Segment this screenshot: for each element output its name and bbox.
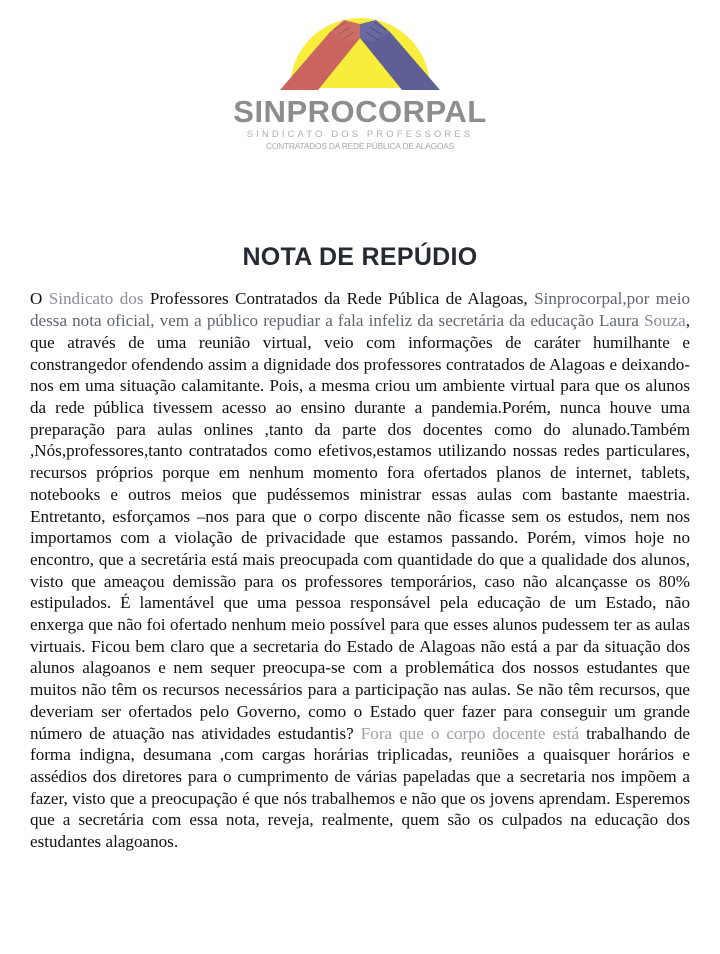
body-text-run: Sinprocorpal,por meio dessa nota oficial, vem a público repudiar a fala infeliz da secretária da educação Laura bbox=[30, 289, 690, 331]
page-title: NOTA DE REPÚDIO bbox=[242, 243, 478, 272]
body-text-run: da bbox=[324, 289, 347, 309]
letterhead bbox=[0, 0, 720, 151]
body-text-run: Rede bbox=[346, 289, 389, 309]
body-text-run: trabalhando de forma indigna, desumana ,com cargas horárias triplicadas, reuniões a quaisquer horários e assédios dos diretores para o cumprimento de várias papeladas que a secretaria nos impõem a fazer, visto que a preocupação é que nós trabalhemos e não que os jovens aprendam. Esperemos que a secretária com essa nota, reveja, realmente, quem são os culpados na educação dos estudantes alagoanos. bbox=[30, 723, 691, 852]
body-text-run: Pública bbox=[388, 289, 446, 309]
body-text-run: O bbox=[30, 289, 49, 309]
body-text-run: , que através de uma reunião virtual, veio com informações de caráter humilhante e constrangedor ofendendo assim a dignidade dos professores contratados de Alagoas e deixando-nos em uma situação calamitante. Pois, a mesma criou um ambiente virtual para que os alunos da rede pública tivessem acesso ao ensino durante a pandemia.Porém, nunca houve uma preparação para aulas onlines ,tanto da parte dos docentes como do alunado.Também ,Nós,professores,tanto contratados como efetivos,estamos utilizando nossas redes particulares, recursos próprios porque em nenhum momento fora ofertados planos de internet, tablets, notebooks e outros meios que pudéssemos ministrar essas aulas com bastante maestria. Entretanto, esforçamos –nos para que o corpo discente não ficasse sem os estudos, nem nos importamos com a violação de privacidade que estamos passando. Porém, vimos hoje no encontro, que a secretária está mais preocupada com quantidade do que a qualidade dos alunos, visto que ameaçou demissão para os professores temporários, caso não alcançasse os 80% estipulados. É lamentável que uma pessoa responsável pela educação de um Estado, não enxerga que não foi ofertado nenhum meio possível para que esses alunos pudessem ter as aulas virtuais. Ficou bem claro que a secretaria do Estado de Alagoas não está a par da situação dos alunos alagoanos e nem sequer preocupa-se com a problemática dos nossos estudantes que muitos não têm os recursos necessários para a participação nas aulas. Se não têm recursos, que deveriam ser ofertados pelo Governo, como o Estado quer fazer para conseguir um grande número de atuação nas atividades estudantis? bbox=[30, 311, 690, 743]
body-text-run: Souza bbox=[643, 311, 686, 331]
body-text-run: Contratados bbox=[235, 289, 325, 309]
logo-subtitle-primary: SINDICATO DOS PROFESSORES bbox=[246, 129, 474, 140]
document-body bbox=[30, 288, 690, 852]
body-text-run: Professores bbox=[149, 289, 236, 309]
body-text-run: Fora que o corpo docente está bbox=[360, 723, 587, 743]
logo-subtitle-secondary: CONTRATADOS DA REDE PÚBLICA DE ALAGOAS bbox=[265, 141, 455, 152]
body-paragraph bbox=[30, 288, 690, 852]
body-text-run: Alagoas, bbox=[467, 289, 535, 309]
logo-wordmark: SINPROCORPAL bbox=[233, 94, 487, 129]
body-text-run: de bbox=[445, 289, 468, 309]
body-text-run: dos bbox=[119, 289, 150, 309]
body-text-run: Sindicato bbox=[48, 289, 120, 309]
handshake-logo-icon bbox=[260, 8, 460, 100]
